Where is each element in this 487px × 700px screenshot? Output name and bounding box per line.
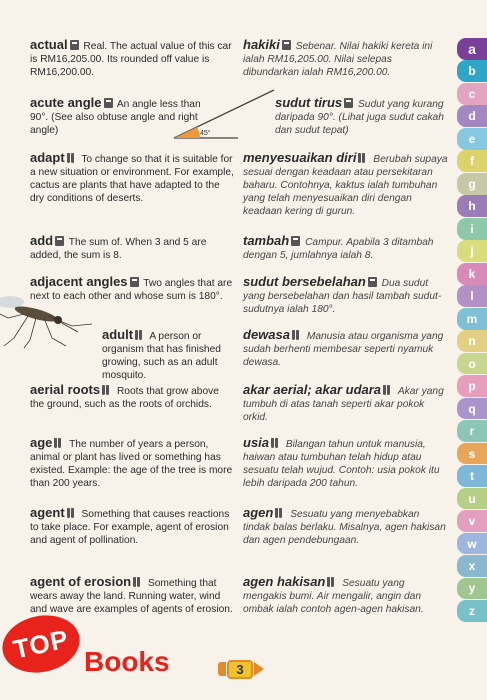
definition: Dua sudut yang bersebelahan dan hasil tambah sudut-sudutnya ialah 180°. <box>243 278 442 315</box>
headword: add <box>30 233 54 248</box>
mosquito-proboscis <box>60 322 78 332</box>
tab-p[interactable]: p <box>457 375 487 397</box>
definition: The number of years a person, animal or plant has lived or something has existed. Example: the age of the tree is more than 200 years. <box>30 439 233 489</box>
watermark-top-text: TOP <box>10 623 72 665</box>
headword: adult <box>102 327 134 342</box>
flask-icon <box>135 330 145 340</box>
tab-l[interactable]: l <box>457 285 487 307</box>
entry-adult <box>102 328 235 382</box>
angle-arm <box>174 90 274 138</box>
flask-icon <box>327 577 337 587</box>
headword: sudut tirus <box>275 95 343 110</box>
entry-agent-of-erosion <box>30 575 235 616</box>
tab-d[interactable]: d <box>457 105 487 127</box>
tab-o[interactable]: o <box>457 353 487 375</box>
tab-i[interactable]: i <box>457 218 487 240</box>
acute-angle-illustration <box>170 86 280 144</box>
headword: adapt <box>30 150 65 165</box>
entry-aerial-roots <box>30 383 235 411</box>
definition: Berubah supaya sesuai dengan keadaan atau persekitaran baharu. Contohnya, kaktus ialah tumbuhan yang telah menyesuaikan diri dengan keadaan kering di gurun. <box>243 154 448 217</box>
entry-tambah <box>243 234 448 262</box>
calculator-icon <box>70 40 79 50</box>
entry-sudut-bersebelahan <box>243 275 448 316</box>
headword: aerial roots <box>30 382 101 397</box>
headword: adjacent angles <box>30 274 128 289</box>
flask-icon <box>271 438 281 448</box>
alphabet-tabs <box>457 38 487 623</box>
definition: Something that wears away the land. Running water, wind and wave are examples of agents of erosion. <box>30 578 233 615</box>
headword: dewasa <box>243 327 290 342</box>
definition: Real. The actual value of this car is RM16,205.00. Its rounded off value is RM16,200.00. <box>30 41 232 78</box>
tab-e[interactable]: e <box>457 128 487 150</box>
tab-h[interactable]: h <box>457 195 487 217</box>
calculator-icon <box>104 98 113 108</box>
definition: Roots that grow above the ground, such as the roots of orchids. <box>30 386 219 410</box>
headword: usia <box>243 435 270 450</box>
flask-icon <box>275 508 285 518</box>
headword: agent <box>30 505 65 520</box>
tab-r[interactable]: r <box>457 420 487 442</box>
tab-s[interactable]: s <box>457 443 487 465</box>
entry-akar-aerial <box>243 383 448 424</box>
angle-wedge <box>174 127 200 138</box>
tab-u[interactable]: u <box>457 488 487 510</box>
flask-icon <box>54 438 64 448</box>
calculator-icon <box>344 98 353 108</box>
definition: Bilangan tahun untuk manusia, haiwan atau tumbuhan telah hidup atau sesuatu telah wujud. Contoh: usia pokok itu lebih daripada 200 tahun. <box>243 439 440 489</box>
tab-w[interactable]: w <box>457 533 487 555</box>
pencil-end-icon <box>218 662 226 676</box>
calculator-icon <box>291 236 300 246</box>
definition: Sesuatu yang mengakis bumi. Air mengalir, angin dan ombak ialah contoh agen-agen hakisan. <box>243 578 424 615</box>
tab-g[interactable]: g <box>457 173 487 195</box>
pencil-tip-icon <box>254 662 264 676</box>
tab-m[interactable]: m <box>457 308 487 330</box>
tab-b[interactable]: b <box>457 60 487 82</box>
calculator-icon <box>55 236 64 246</box>
mosquito-body <box>13 303 58 324</box>
flask-icon <box>383 385 393 395</box>
headword: akar aerial; akar udara <box>243 382 382 397</box>
mosquito-wing <box>0 296 24 308</box>
headword: sudut bersebelahan <box>243 274 366 289</box>
entry-adapt <box>30 151 235 205</box>
entry-age <box>30 436 235 490</box>
headword: agen hakisan <box>243 574 326 589</box>
definition: Sesuatu yang menyebabkan tindak balas berlaku. Misalnya, agen hakisan dan agen pendebungaan. <box>243 509 446 546</box>
flask-icon <box>358 153 368 163</box>
entry-add <box>30 234 235 262</box>
entry-sudut-tirus <box>275 96 448 137</box>
tab-x[interactable]: x <box>457 555 487 577</box>
flask-icon <box>292 330 302 340</box>
tab-f[interactable]: f <box>457 150 487 172</box>
entry-agen <box>243 506 448 547</box>
page-number: 3 <box>227 660 252 679</box>
headword: age <box>30 435 53 450</box>
entry-agen-hakisan <box>243 575 448 616</box>
entry-dewasa <box>243 328 448 369</box>
definition: The sum of. When 3 and 5 are added, the sum is 8. <box>30 237 207 261</box>
headword: tambah <box>243 233 290 248</box>
flask-icon <box>67 508 77 518</box>
tab-t[interactable]: t <box>457 465 487 487</box>
page-number-marker <box>212 658 270 680</box>
definition: Campur. Apabila 3 ditambah dengan 5, jumlahnya ialah 8. <box>243 237 434 261</box>
headword: agen <box>243 505 274 520</box>
entry-agent <box>30 506 235 547</box>
headword: agent of erosion <box>30 574 132 589</box>
definition: To change so that it is suitable for a new situation or environment. For example, cactus are plants that have adapted to the dry conditions of deserts. <box>30 154 234 204</box>
headword: actual <box>30 37 68 52</box>
entry-hakiki <box>243 38 448 79</box>
calculator-icon <box>368 277 377 287</box>
tab-v[interactable]: v <box>457 510 487 532</box>
tab-y[interactable]: y <box>457 578 487 600</box>
tab-j[interactable]: j <box>457 240 487 262</box>
headword: hakiki <box>243 37 280 52</box>
tab-q[interactable]: q <box>457 398 487 420</box>
definition: A person or organism that has finished growing, such as an adult mosquito. <box>102 331 221 381</box>
definition: An angle less than 90°. (See also obtuse angle and right angle) <box>30 99 201 136</box>
flask-icon <box>102 385 112 395</box>
tab-k[interactable]: k <box>457 263 487 285</box>
definition: Two angles that are next to each other and whose sum is 180°. <box>30 278 233 302</box>
flask-icon <box>133 577 143 587</box>
flask-icon <box>67 153 77 163</box>
definition: Something that causes reactions to take place. For example, agent of erosion and agent of pollination. <box>30 509 230 546</box>
tab-c[interactable]: c <box>457 83 487 105</box>
tab-n[interactable]: n <box>457 330 487 352</box>
angle-label: 45° <box>200 130 211 137</box>
entry-actual <box>30 38 235 79</box>
definition: Sudut yang kurang daripada 90°. (Lihat juga sudut cakah dan sudut tepat) <box>275 99 444 136</box>
calculator-icon <box>130 277 139 287</box>
entry-menyesuaikan-diri <box>243 151 448 218</box>
headword: menyesuaikan diri <box>243 150 357 165</box>
headword: acute angle <box>30 95 102 110</box>
mosquito-illustration <box>0 288 110 350</box>
tab-a[interactable]: a <box>457 38 487 60</box>
calculator-icon <box>282 40 291 50</box>
definition: Sebenar. Nilai hakiki kereta ini ialah RM16,205.00. Nilai selepas dibundarkan ialah RM16,200.00. <box>243 41 433 78</box>
tab-z[interactable]: z <box>457 600 487 622</box>
definition: Akar yang tumbuh di atas tanah seperti akar pokok orkid. <box>243 386 444 423</box>
entry-usia <box>243 436 448 490</box>
definition: Manusia atau organisma yang sudah berhenti membesar seperti nyamuk dewasa. <box>243 331 444 368</box>
watermark-books-text: Books <box>84 646 170 677</box>
watermark-logo <box>0 609 85 680</box>
